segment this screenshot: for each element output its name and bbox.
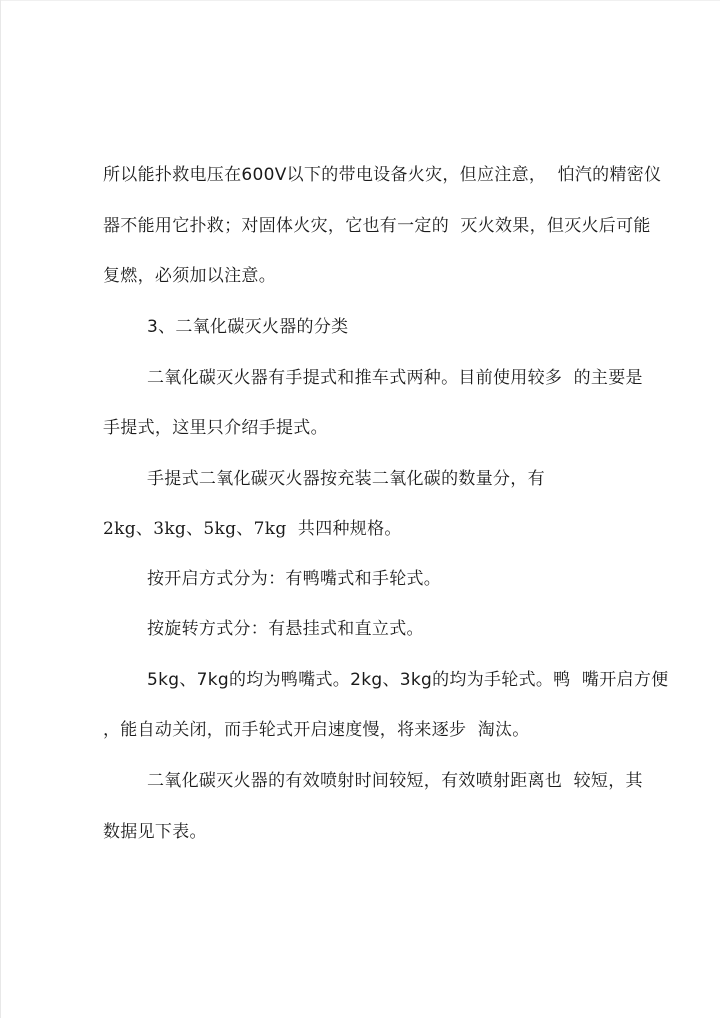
section-heading: 3、二氧化碳灭火器的分类 (147, 317, 349, 337)
page-top-edge (0, 0, 720, 1)
text-line-14: 数据见下表。 (103, 822, 207, 842)
text-line-6: 手提式，这里只介绍手提式。 (103, 418, 328, 438)
text-line-8: 2kg、3kg、5kg、7kg 共四种规格。 (103, 519, 402, 539)
text-line-12: ，能自动关闭，而手轮式开启速度慢，将来逐步 淘汰。 (103, 720, 530, 740)
text-line-7: 手提式二氧化碳灭火器按充装二氧化碳的数量分，有 (147, 469, 545, 489)
text-line-1: 所以能扑救电压在600V以下的带电设备火灾，但应注意， 怕汽的精密仪 (103, 165, 662, 185)
text-line-10: 按旋转方式分：有悬挂式和直立式。 (147, 619, 424, 639)
text-line-5: 二氧化碳灭火器有手提式和推车式两种。目前使用较多 的主要是 (147, 368, 643, 388)
text-line-11: 5kg、7kg的均为鸭嘴式。2kg、3kg的均为手轮式。鸭 嘴开启方便 (147, 670, 669, 690)
text-line-2: 器不能用它扑救；对固体火灾，它也有一定的 灭火效果，但灭火后可能 (103, 216, 651, 236)
page-left-edge (0, 0, 1, 1018)
text-line-3: 复燃，必须加以注意。 (103, 266, 276, 286)
text-line-9: 按开启方式分为：有鸭嘴式和手轮式。 (147, 569, 442, 589)
text-line-13: 二氧化碳灭火器的有效喷射时间较短，有效喷射距离也 较短，其 (147, 771, 643, 791)
